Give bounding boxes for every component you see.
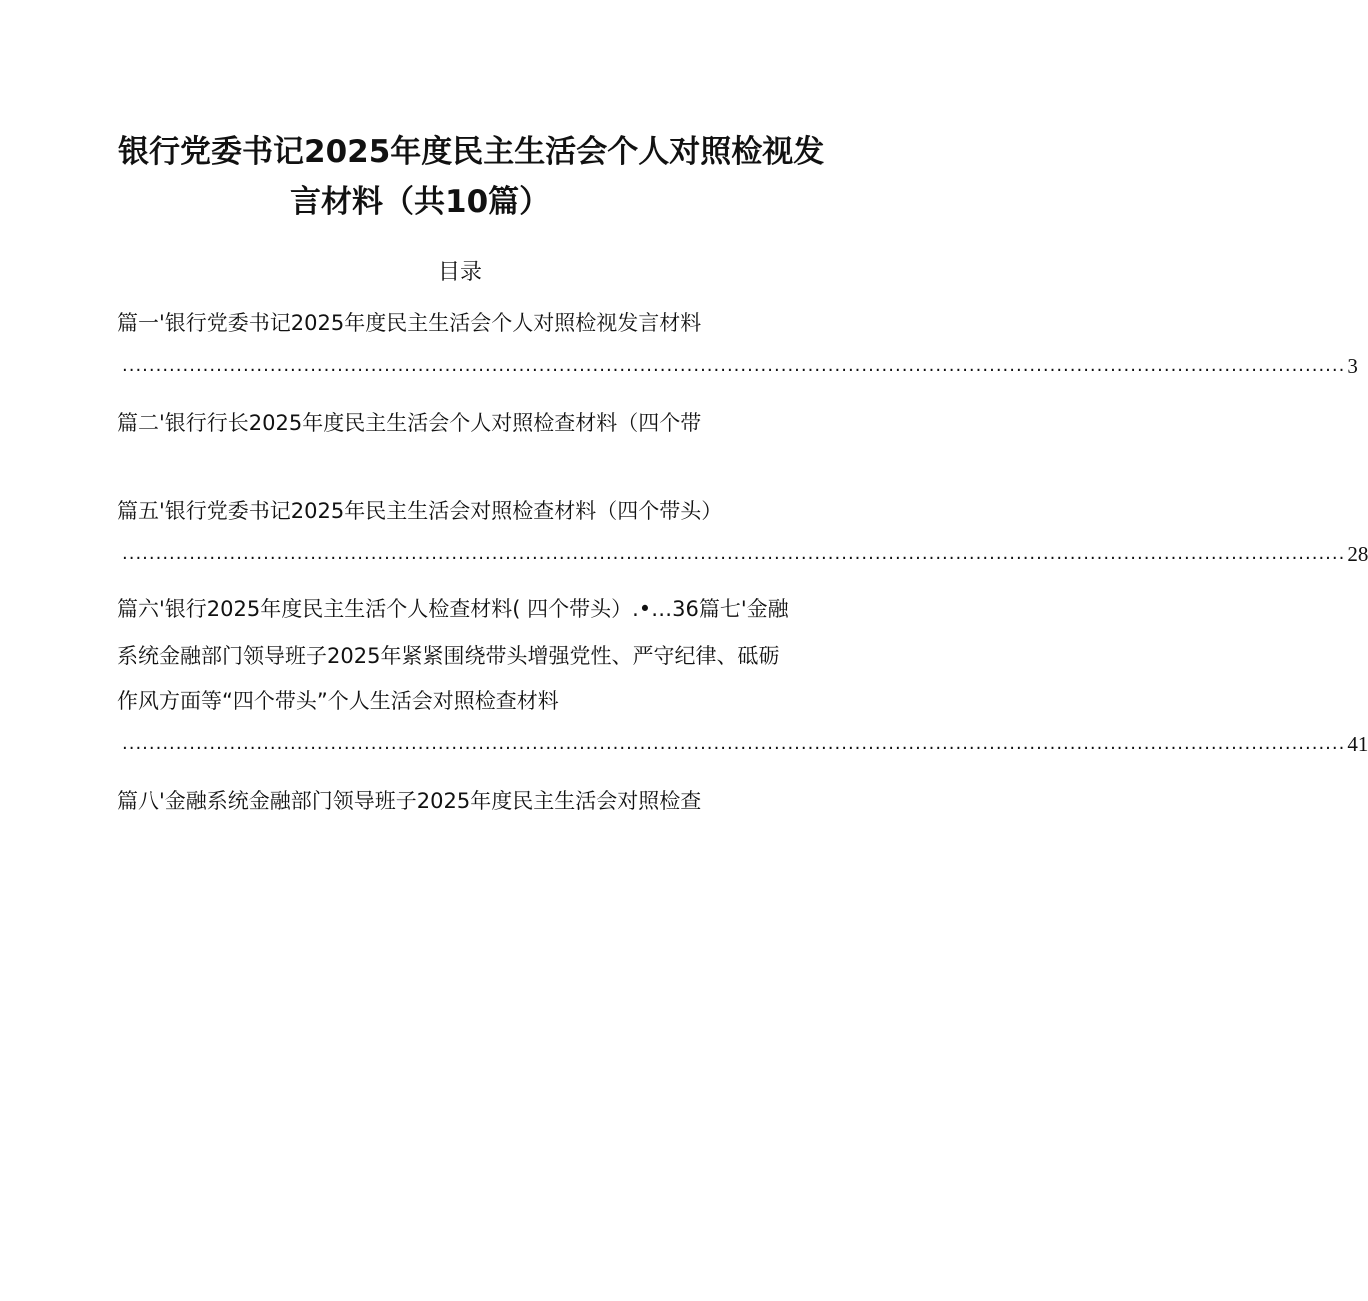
toc-leader-4 [122, 732, 1368, 756]
dot-leader: ...................................................................................................................................................................................... [122, 543, 1346, 564]
toc-page-number-3: 28 [1347, 542, 1368, 566]
toc-entry-4-line-3[interactable]: 作风方面等“四个带头”个人生活会对照检查材料 [117, 689, 559, 713]
dot-leader: ...................................................................................................................................................................................... [122, 733, 1346, 754]
toc-leader-1 [122, 354, 1358, 378]
toc-page-number-4: 41 [1347, 732, 1368, 756]
toc-heading: 目录 [437, 260, 482, 285]
toc-entry-1[interactable]: 篇一'银行党委书记2025年度民主生活会个人对照检视发言材料 [117, 311, 702, 335]
document-title-line-2: 言材料（共10篇） [290, 184, 551, 220]
toc-entry-2[interactable]: 篇二'银行行长2025年度民主生活会个人对照检查材料（四个带 [117, 411, 702, 435]
toc-page-number-1: 3 [1347, 354, 1358, 378]
document-title-line-1: 银行党委书记2025年度民主生活会个人对照检视发 [118, 134, 825, 170]
toc-entry-5[interactable]: 篇八'金融系统金融部门领导班子2025年度民主生活会对照检查 [117, 789, 702, 813]
toc-entry-4-line-1[interactable]: 篇六'银行2025年度民主生活个人检查材料( 四个带头）.•…36篇七'金融 [117, 597, 789, 621]
toc-leader-3 [122, 542, 1368, 566]
dot-leader: ...................................................................................................................................................................................... [122, 355, 1346, 376]
toc-entry-4-line-2[interactable]: 系统金融部门领导班子2025年紧紧围绕带头增强党性、严守纪律、砥砺 [117, 644, 780, 668]
toc-entry-3[interactable]: 篇五'银行党委书记2025年民主生活会对照检查材料（四个带头） [117, 499, 723, 523]
